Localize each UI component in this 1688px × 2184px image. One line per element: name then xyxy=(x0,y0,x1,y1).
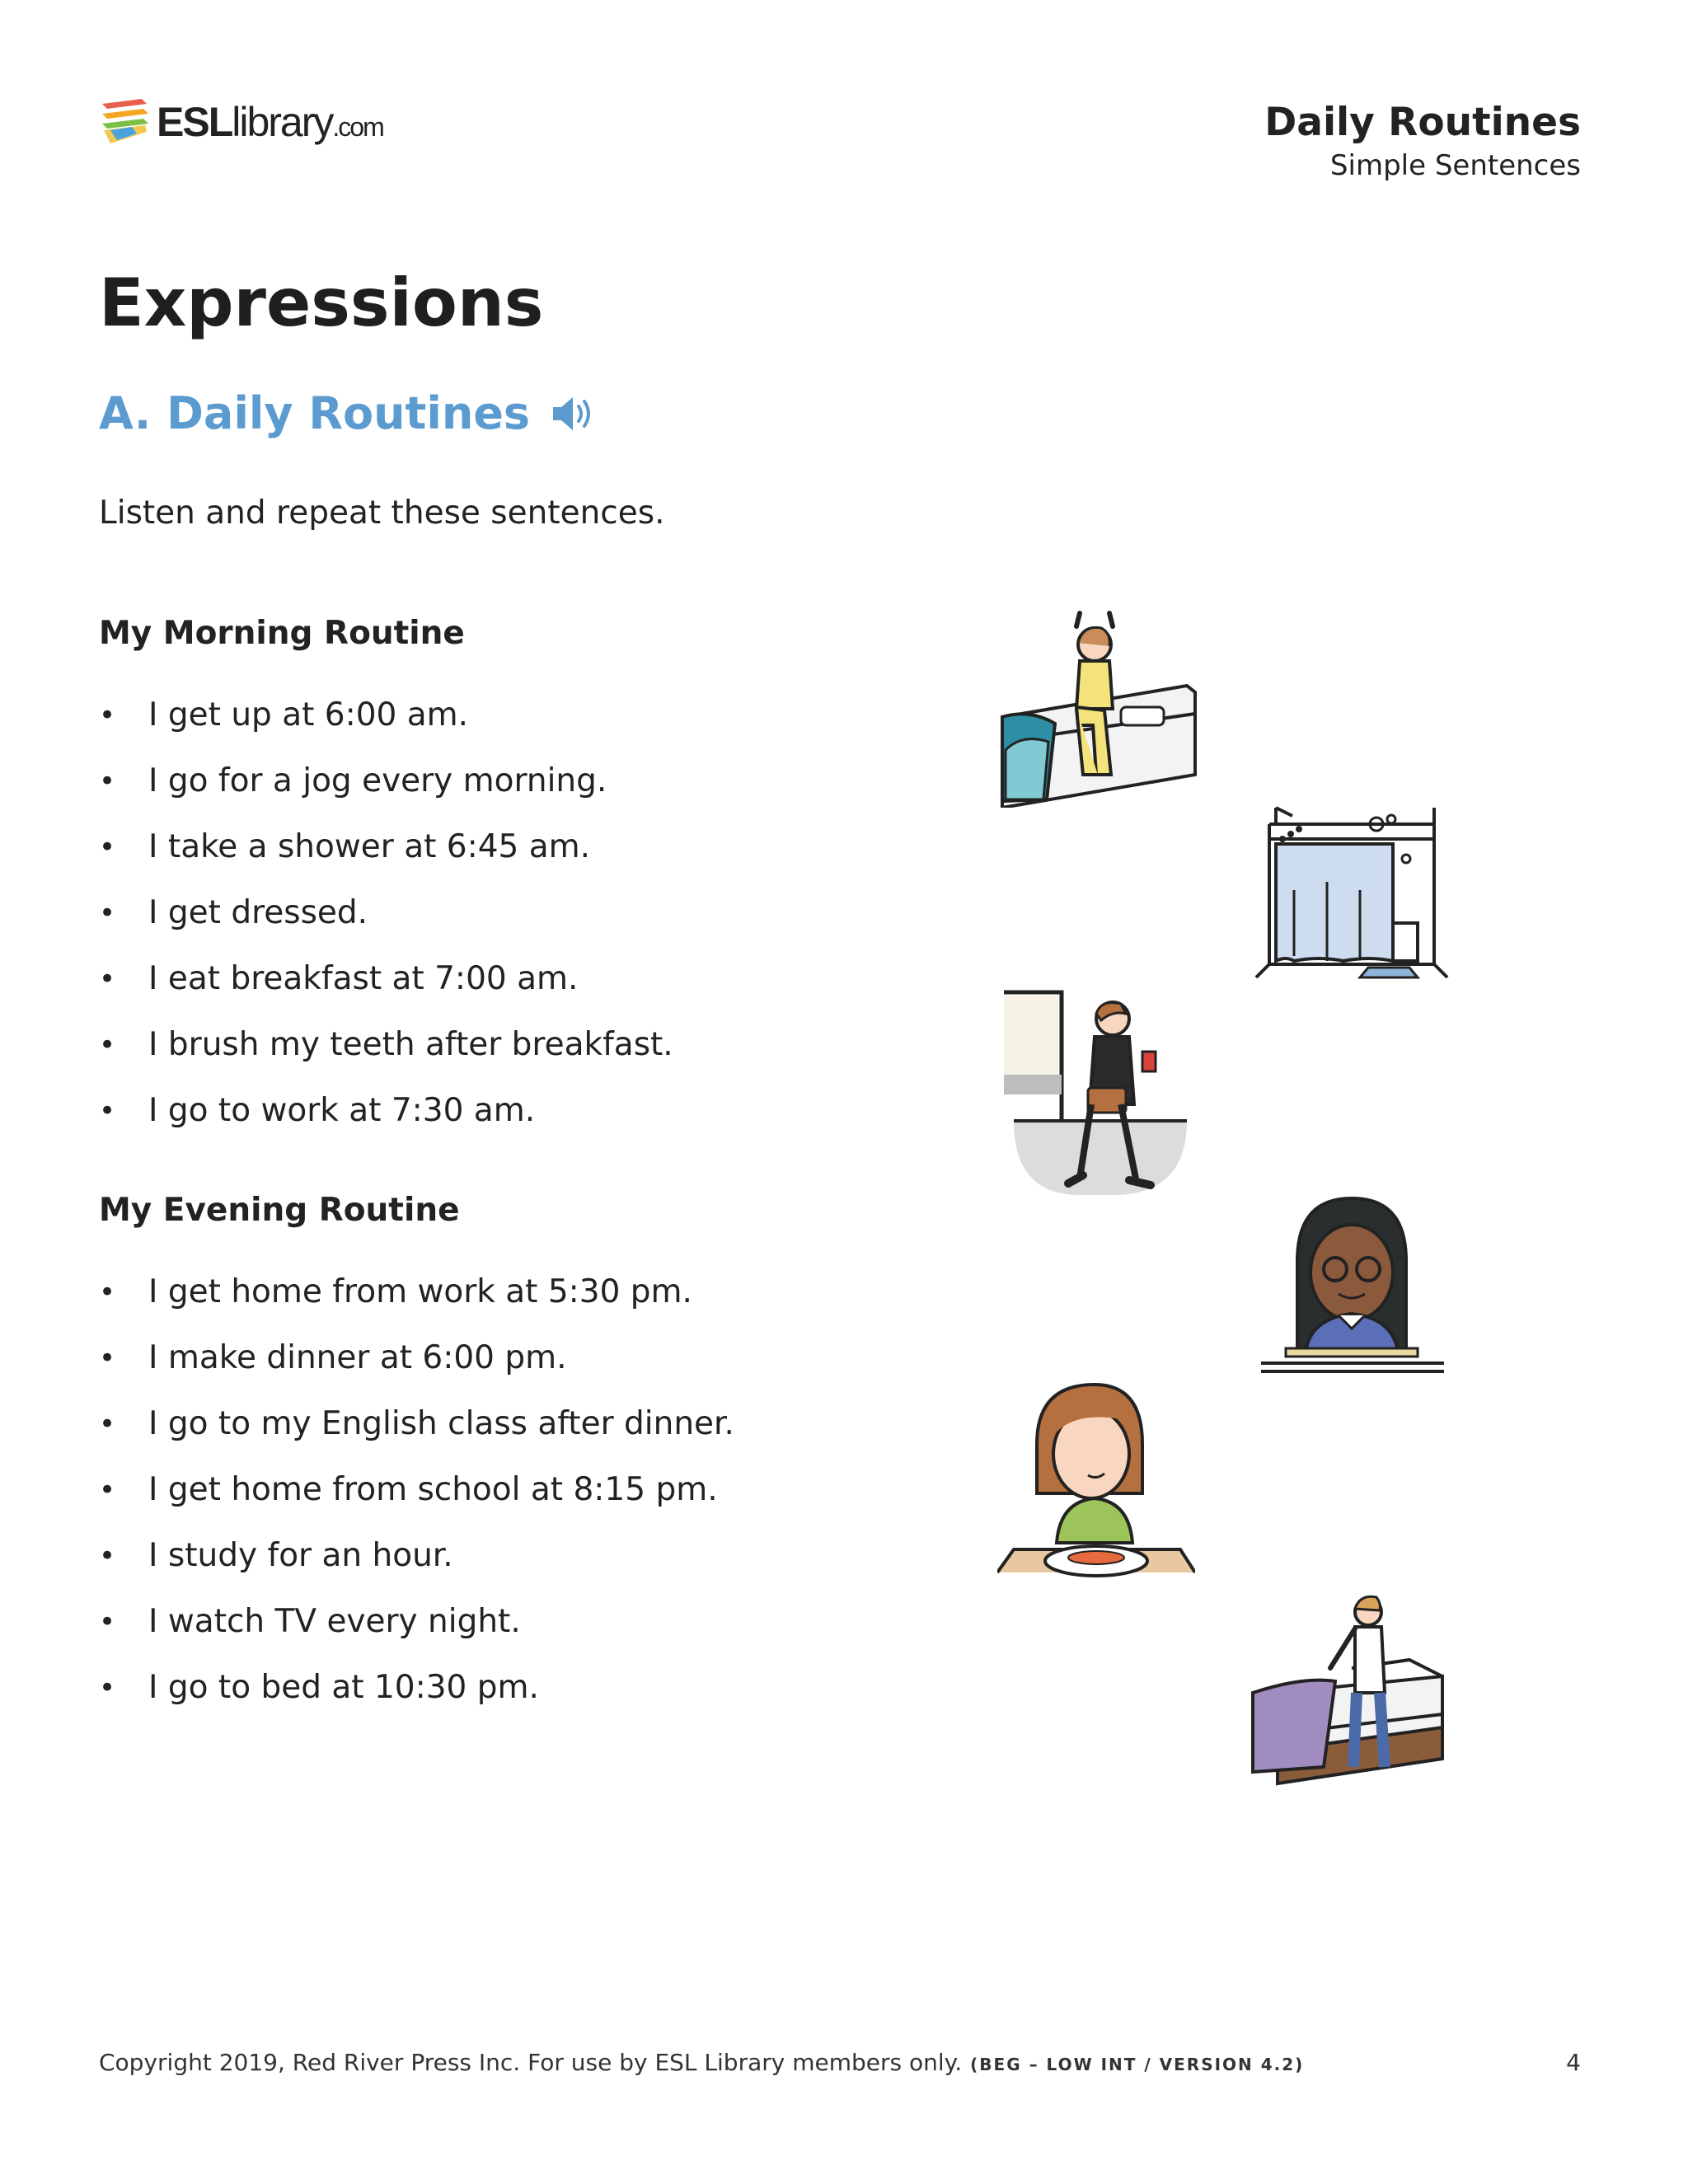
list-item: • I go for a jog every morning. xyxy=(99,748,673,814)
instruction-text: Listen and repeat these sentences. xyxy=(99,494,665,532)
list-item: • I get home from school at 8:15 pm. xyxy=(99,1457,734,1523)
document-title-block xyxy=(1264,99,1581,185)
page-title: Expressions xyxy=(99,265,544,341)
footer-copyright xyxy=(99,2049,1304,2076)
list-item: • I study for an hour. xyxy=(99,1523,734,1589)
list-item: • I make dinner at 6:00 pm. xyxy=(99,1325,734,1391)
list-item: • I get dressed. xyxy=(99,880,673,946)
list-item: • I get home from work at 5:30 pm. xyxy=(99,1259,734,1325)
shower-illustration xyxy=(1253,799,1451,997)
list-item: • I brush my teeth after breakfast. xyxy=(99,1012,673,1078)
list-item: • I get up at 6:00 am. xyxy=(99,682,673,748)
list-item: • I go to my English class after dinner. xyxy=(99,1391,734,1457)
list-item: • I go to bed at 10:30 pm. xyxy=(99,1655,734,1721)
going-to-bed-illustration xyxy=(1245,1586,1451,1792)
version-text: (BEG – LOW INT / VERSION 4.2) xyxy=(970,2055,1305,2074)
morning-routine-title: My Morning Routine xyxy=(99,615,465,652)
getting-up-illustration xyxy=(997,610,1203,808)
section-heading xyxy=(99,387,596,439)
copyright-text: Copyright 2019, Red River Press Inc. For use by ESL Library members only. xyxy=(99,2049,963,2076)
evening-routine-list xyxy=(99,1259,734,1721)
going-to-work-illustration xyxy=(1004,992,1187,1195)
eating-dinner-illustration xyxy=(997,1378,1195,1592)
studying-illustration xyxy=(1253,1187,1451,1385)
logo-books-icon xyxy=(99,97,150,147)
list-item: • I take a shower at 6:45 am. xyxy=(99,814,673,880)
document-subtitle: Simple Sentences xyxy=(1329,149,1581,182)
list-item: • I watch TV every night. xyxy=(99,1589,734,1655)
section-heading-text: A. Daily Routines xyxy=(99,387,531,439)
morning-routine-list xyxy=(99,682,673,1144)
esl-library-logo xyxy=(99,97,383,147)
evening-routine-title: My Evening Routine xyxy=(99,1192,460,1229)
page-number: 4 xyxy=(1566,2049,1581,2076)
list-item: • I eat breakfast at 7:00 am. xyxy=(99,946,673,1012)
logo-wordmark: ESLlibrary.com xyxy=(157,99,383,145)
speaker-icon[interactable] xyxy=(550,393,596,434)
document-title: Daily Routines xyxy=(1264,100,1581,145)
list-item: • I go to work at 7:30 am. xyxy=(99,1078,673,1144)
